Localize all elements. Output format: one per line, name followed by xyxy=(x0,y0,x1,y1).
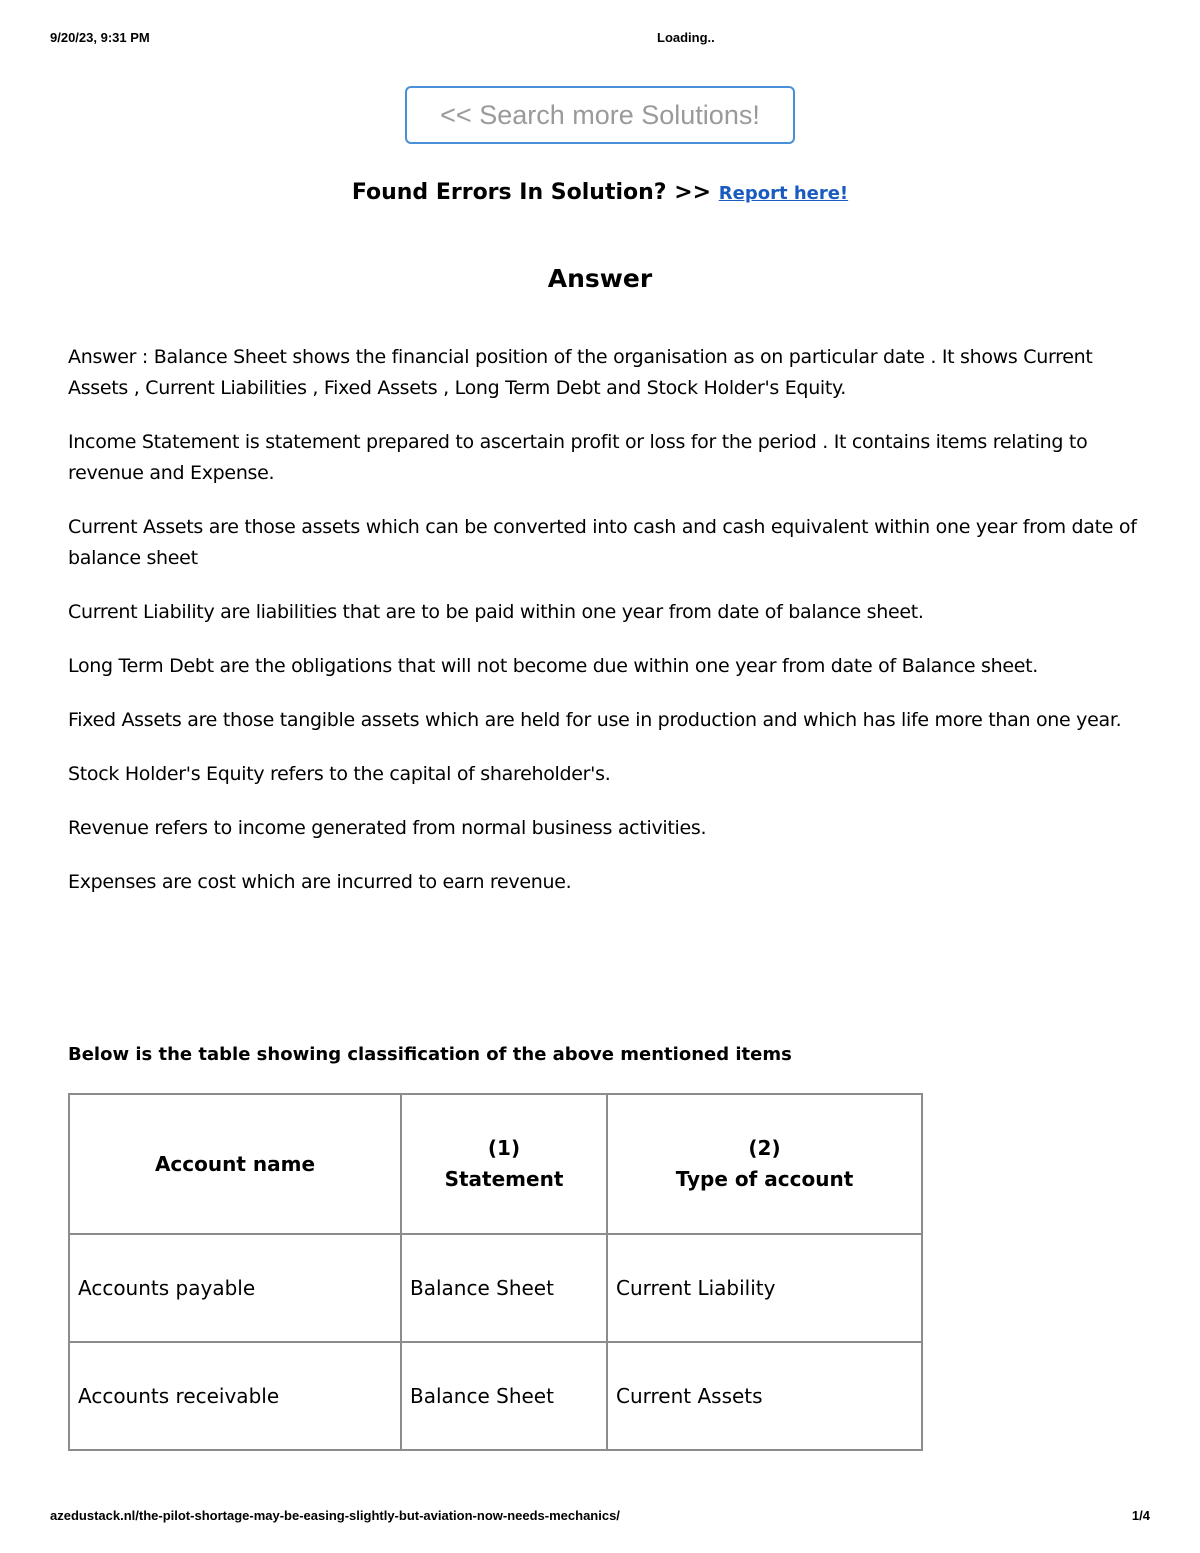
table-row xyxy=(69,1342,922,1450)
cell-type: Current Assets xyxy=(607,1342,922,1450)
search-more-solutions-button[interactable]: << Search more Solutions! xyxy=(405,86,795,144)
found-errors-text: Found Errors In Solution? >> xyxy=(351,180,719,205)
print-header xyxy=(50,30,1150,50)
paragraph: Long Term Debt are the obligations that will not become due within one year from date of Balance sheet. xyxy=(68,655,1039,677)
header-type-of-account: (2) Type of account xyxy=(607,1094,922,1234)
paragraph: Revenue refers to income generated from normal business activities. xyxy=(68,817,707,839)
cell-statement: Balance Sheet xyxy=(401,1342,607,1450)
paragraph: Income Statement is statement prepared to ascertain profit or loss for the period . It contains items relating to revenue and Expense. xyxy=(68,431,1088,484)
print-footer xyxy=(50,1508,1150,1528)
header-account-name: Account name xyxy=(69,1094,401,1234)
classification-table xyxy=(68,1093,923,1451)
print-datetime: 9/20/23, 9:31 PM xyxy=(50,30,150,45)
paragraph: Stock Holder's Equity refers to the capital of shareholder's. xyxy=(68,763,611,785)
cell-account: Accounts receivable xyxy=(69,1342,401,1450)
found-errors-line xyxy=(0,180,1200,205)
answer-body xyxy=(68,342,1143,921)
table-row xyxy=(69,1234,922,1342)
paragraph: Expenses are cost which are incurred to earn revenue. xyxy=(68,871,572,893)
paragraph: Answer : Balance Sheet shows the financial position of the organisation as on particular date . It shows Current Assets , Current Liabilities , Fixed Assets , Long Term Debt and Stock Holder's Equity. xyxy=(68,346,1093,399)
table-header-row xyxy=(69,1094,922,1234)
paragraph: Fixed Assets are those tangible assets which are held for use in production and which has life more than one year. xyxy=(68,709,1122,731)
cell-type: Current Liability xyxy=(607,1234,922,1342)
print-page-number: 1/4 xyxy=(1131,1508,1150,1523)
cell-account: Accounts payable xyxy=(69,1234,401,1342)
print-url: azedustack.nl/the-pilot-shortage-may-be-easing-slightly-but-aviation-now-needs-mechanics/ xyxy=(50,1508,620,1523)
cell-statement: Balance Sheet xyxy=(401,1234,607,1342)
print-page-title: Loading.. xyxy=(657,30,715,45)
paragraph: Current Assets are those assets which can be converted into cash and cash equivalent within one year from date of balance sheet xyxy=(68,516,1137,569)
table-caption: Below is the table showing classification of the above mentioned items xyxy=(68,1044,792,1065)
header-statement: (1) Statement xyxy=(401,1094,607,1234)
report-here-link[interactable]: Report here! xyxy=(718,183,849,204)
answer-heading: Answer xyxy=(547,264,653,293)
paragraph: Current Liability are liabilities that are to be paid within one year from date of balance sheet. xyxy=(68,601,924,623)
